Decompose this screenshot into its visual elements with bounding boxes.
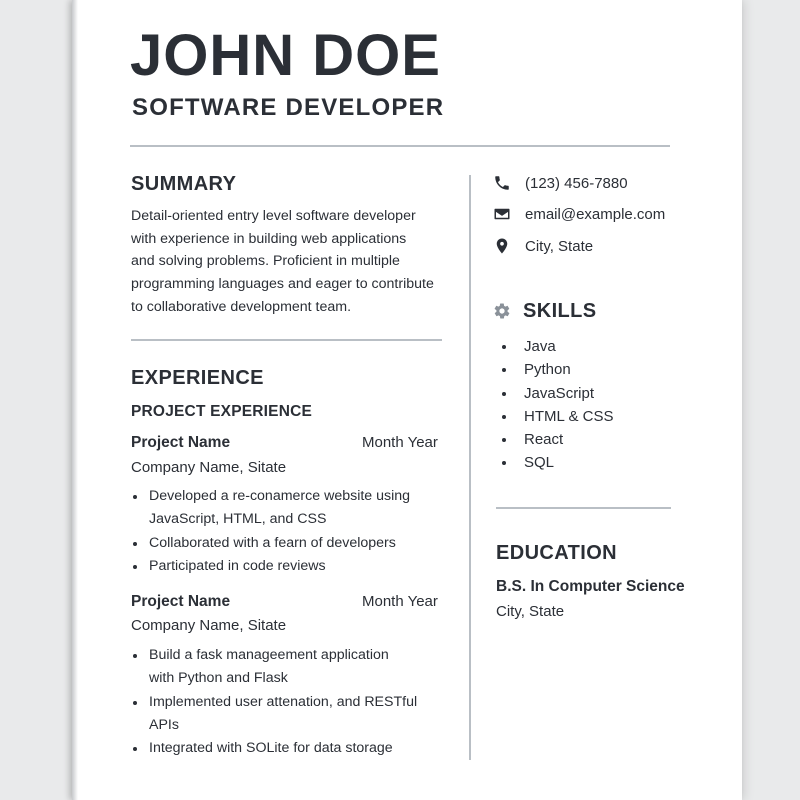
skill-item: JavaScript bbox=[500, 382, 613, 405]
summary-line: Detail-oriented entry level software developer bbox=[131, 208, 416, 224]
list-item: Participated in code reviews bbox=[131, 555, 451, 578]
experience-heading: EXPERIENCE bbox=[131, 367, 264, 389]
list-item: Developed a re-conamerce website using JavaScript, HTML, and CSS bbox=[131, 485, 419, 532]
page-edge-shadow bbox=[72, 0, 78, 800]
header-divider bbox=[130, 145, 670, 147]
skills-heading: SKILLS bbox=[523, 300, 597, 322]
candidate-name: JOHN DOE bbox=[130, 23, 441, 88]
project-company: Company Name, Sitate bbox=[131, 459, 287, 476]
job-title: SOFTWARE DEVELOPER bbox=[132, 94, 445, 121]
skill-item: React bbox=[500, 428, 613, 451]
project-bullet-list bbox=[131, 644, 451, 760]
summary-divider bbox=[131, 339, 442, 341]
project-date: Month Year bbox=[362, 593, 438, 610]
list-item: Build a fask manageement application with Python and Flask bbox=[131, 644, 409, 691]
summary-line: and solving problems. Proficient in multiple bbox=[131, 253, 400, 270]
resume-page bbox=[72, 0, 742, 800]
location-text: City, State bbox=[525, 237, 594, 255]
skill-item: SQL bbox=[500, 451, 613, 474]
degree-title: B.S. In Computer Science bbox=[496, 578, 685, 595]
skill-item: Java bbox=[500, 335, 613, 358]
phone-number: (123) 456-7880 bbox=[525, 174, 628, 192]
skills-divider bbox=[496, 507, 671, 509]
skills-list bbox=[500, 335, 613, 475]
project-name: Project Name bbox=[131, 434, 231, 451]
list-item: Implemented user attenation, and RESTful APIs bbox=[131, 691, 439, 738]
education-location: City, State bbox=[496, 603, 565, 620]
email-icon bbox=[493, 205, 511, 223]
location-pin-icon bbox=[493, 237, 511, 255]
email-address: email@example.com bbox=[525, 205, 666, 223]
skill-item: Python bbox=[500, 358, 613, 381]
summary-text bbox=[131, 205, 441, 319]
summary-line: to collaborative development team. bbox=[131, 298, 352, 315]
contact-location bbox=[493, 235, 593, 257]
education-heading: EDUCATION bbox=[496, 542, 618, 564]
project-experience-subheading: PROJECT EXPERIENCE bbox=[131, 403, 313, 420]
list-item: Collaborated with a fearn of developers bbox=[131, 532, 451, 555]
summary-heading: SUMMARY bbox=[131, 173, 237, 195]
skill-item: HTML & CSS bbox=[500, 405, 613, 428]
list-item: Integrated with SOLite for data storage bbox=[131, 737, 451, 760]
contact-phone bbox=[493, 172, 628, 194]
project-date: Month Year bbox=[362, 434, 438, 451]
project-name: Project Name bbox=[131, 593, 231, 610]
project-bullet-list bbox=[131, 485, 451, 578]
project-company: Company Name, Sitate bbox=[131, 617, 287, 634]
phone-icon bbox=[493, 174, 511, 192]
skills-header bbox=[493, 299, 597, 323]
contact-email bbox=[493, 203, 665, 225]
summary-line: with experience in building web applications bbox=[131, 230, 407, 247]
gear-icon bbox=[493, 302, 511, 320]
column-divider bbox=[469, 175, 471, 760]
summary-line: programming languages and eager to contribute bbox=[131, 276, 434, 293]
